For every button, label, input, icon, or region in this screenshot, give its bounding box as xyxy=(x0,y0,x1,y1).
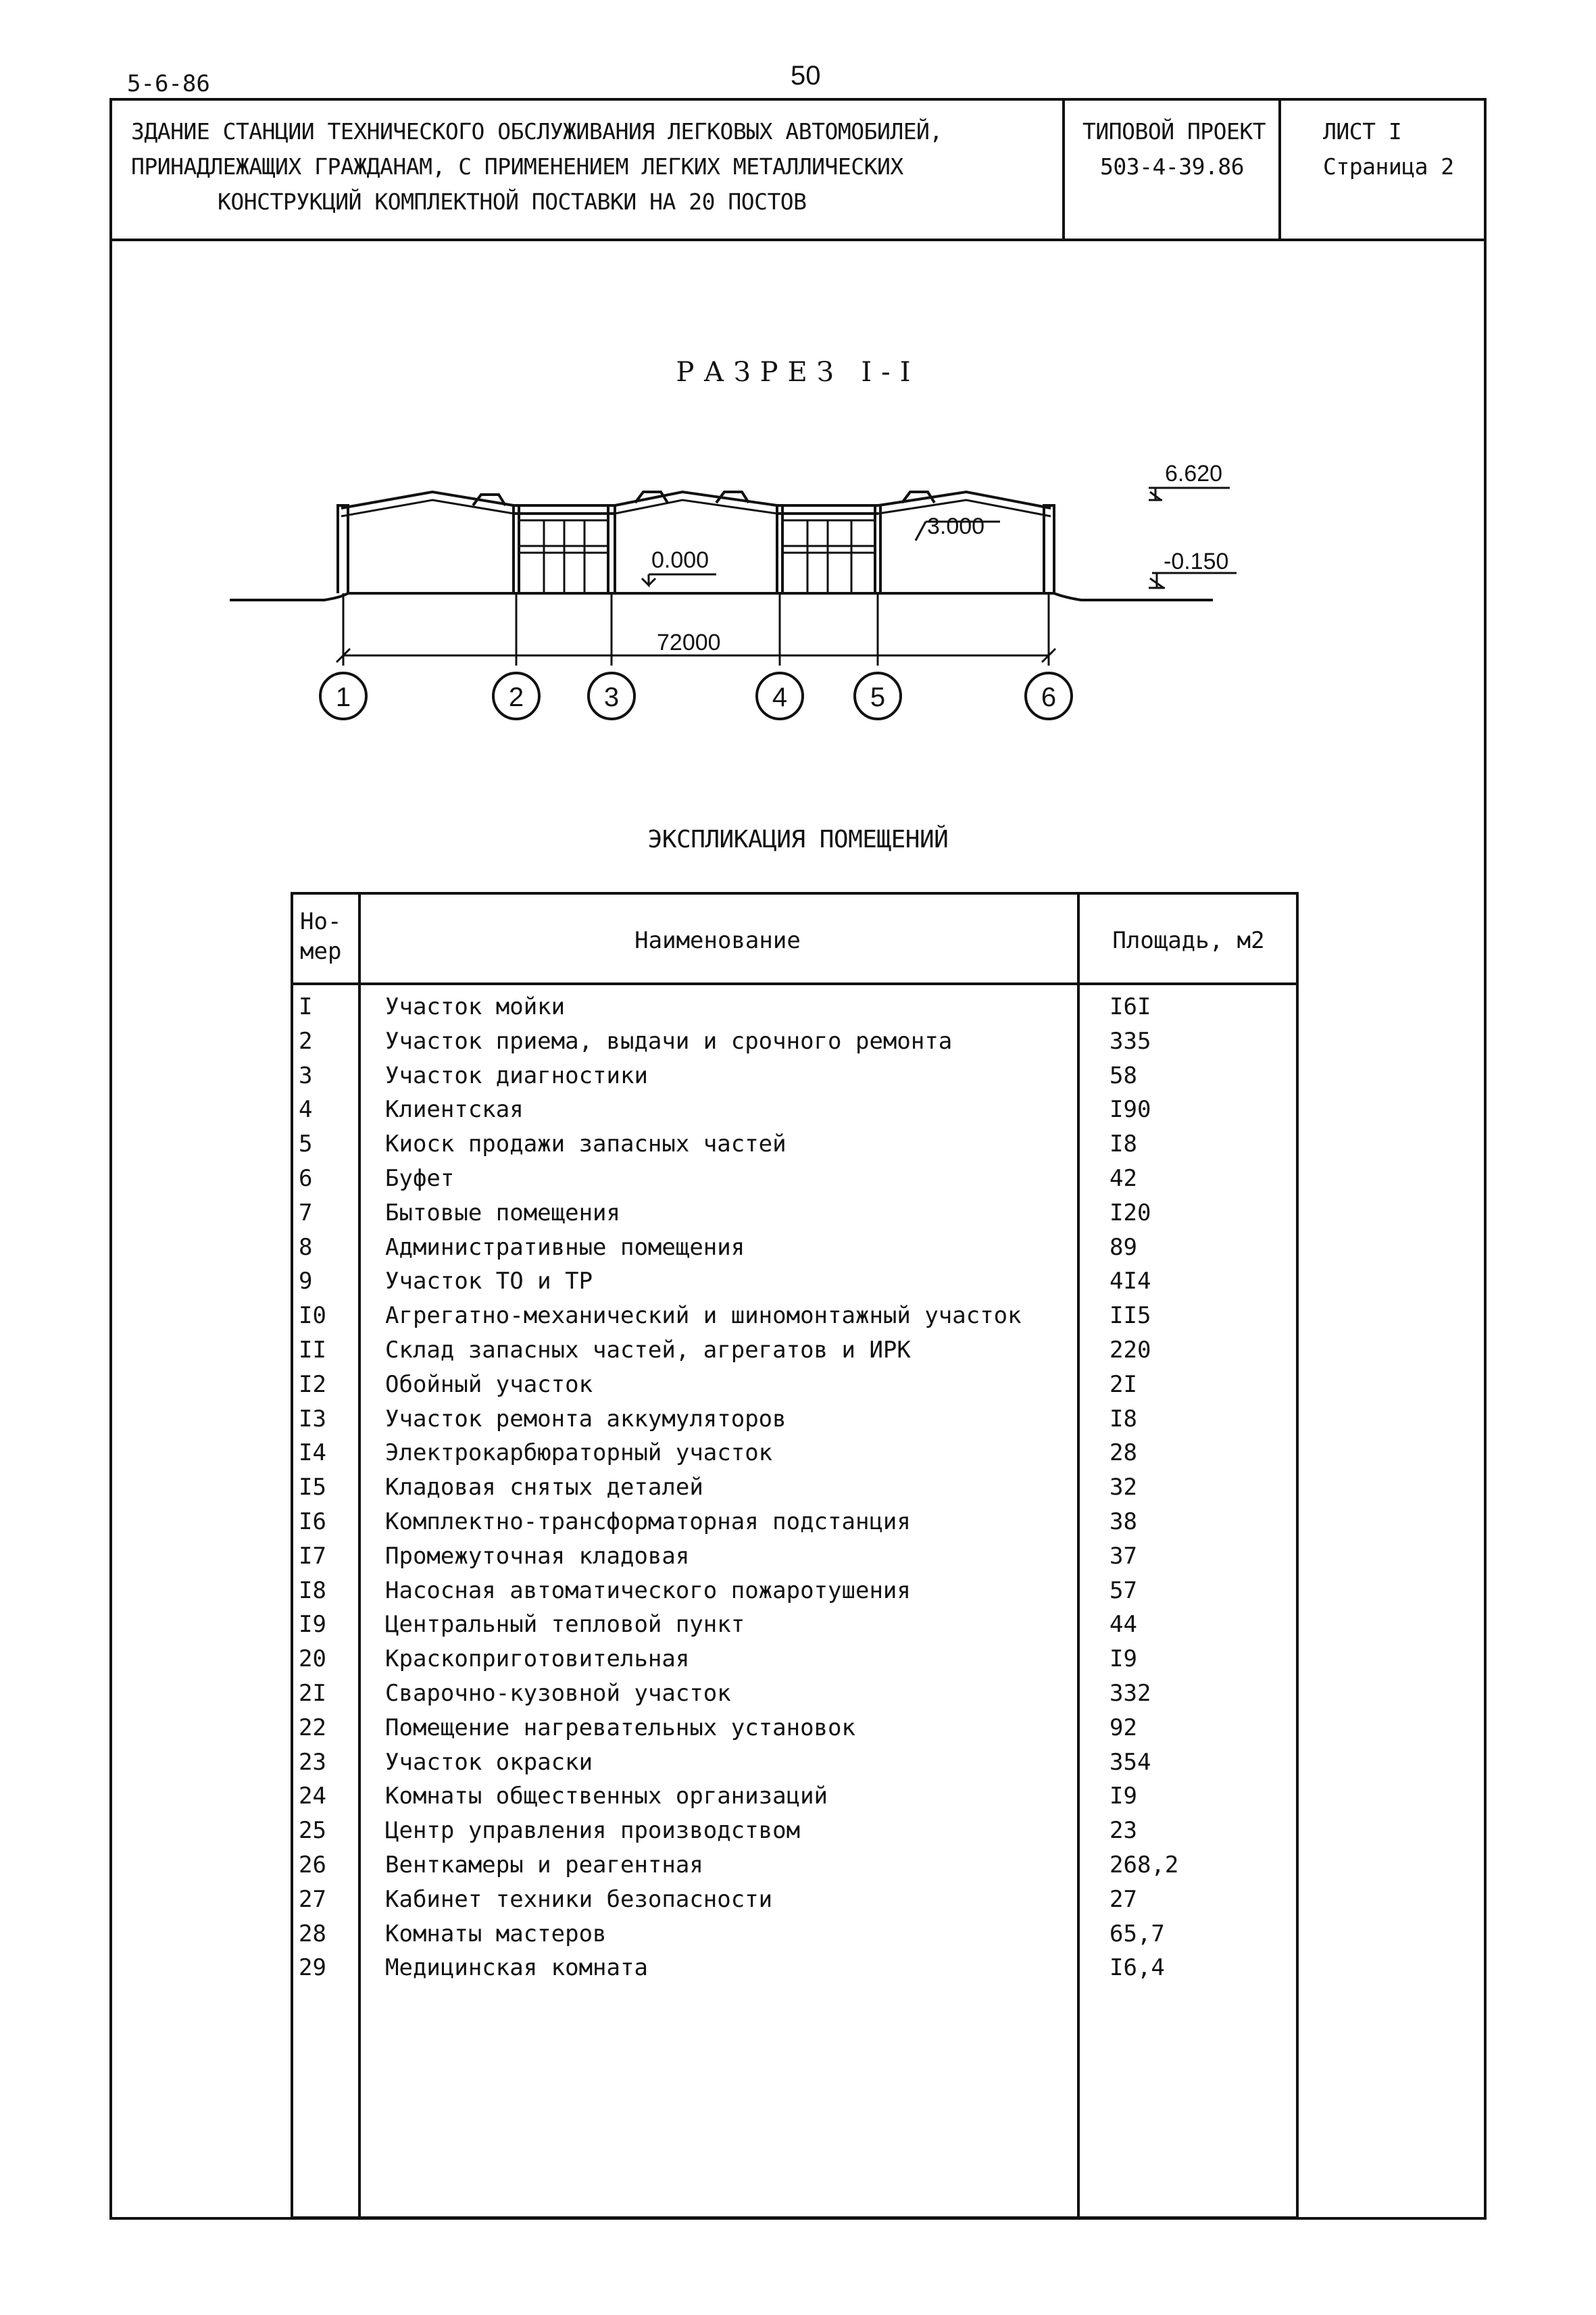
table-row xyxy=(293,1062,1296,1097)
axis-label-3: 3 xyxy=(603,682,620,712)
room-number: 9 xyxy=(299,1268,313,1295)
table-row xyxy=(293,1680,1296,1714)
room-number: I3 xyxy=(299,1405,326,1433)
room-number: I xyxy=(299,993,313,1020)
column-3 xyxy=(608,505,615,593)
room-area: 89 xyxy=(1109,1233,1137,1261)
axis-label-5: 5 xyxy=(870,682,886,712)
column-4 xyxy=(777,505,782,593)
table-row xyxy=(293,1611,1296,1645)
room-name: Комнаты общественных организаций xyxy=(385,1783,828,1810)
room-name: Участок ремонта аккумуляторов xyxy=(385,1405,787,1433)
room-name: Насосная автоматического пожаротушения xyxy=(385,1576,911,1604)
room-area: 92 xyxy=(1109,1714,1137,1741)
header-number-line-1: Но- xyxy=(300,908,342,935)
room-area: 65,7 xyxy=(1109,1920,1165,1947)
overall-dimension-label: 72000 xyxy=(657,630,721,655)
room-number: 26 xyxy=(299,1851,326,1878)
header-divider xyxy=(293,982,1296,985)
room-name: Помещение нагревательных установок xyxy=(385,1714,855,1741)
table-row xyxy=(293,1714,1296,1749)
room-area: 2I xyxy=(1109,1370,1137,1398)
room-name: Административные помещения xyxy=(385,1233,745,1261)
room-area: I20 xyxy=(1109,1199,1151,1226)
room-name: Венткамеры и реагентная xyxy=(385,1851,703,1878)
room-number: 2I xyxy=(299,1680,326,1707)
room-number: I2 xyxy=(299,1370,326,1398)
elevation-ground-label: -0.150 xyxy=(1164,549,1229,574)
room-name: Клиентская xyxy=(385,1096,524,1124)
table-row xyxy=(293,1954,1296,1989)
room-name: Медицинская комната xyxy=(385,1954,648,1982)
explication-table xyxy=(291,892,1299,2219)
table-row xyxy=(293,1749,1296,1783)
gate-bay-2 xyxy=(519,520,608,593)
room-number: 27 xyxy=(299,1885,326,1913)
project-label: ТИПОВОЙ ПРОЕКТ xyxy=(1082,118,1266,145)
room-name: Промежуточная кладовая xyxy=(385,1542,690,1570)
sheet-label: ЛИСТ I xyxy=(1323,118,1402,145)
elevation-mid-label: 3.000 xyxy=(927,514,985,539)
room-number: 23 xyxy=(299,1748,326,1776)
table-row xyxy=(293,1851,1296,1886)
outer-wall-right xyxy=(1044,505,1054,593)
room-name: Участок диагностики xyxy=(385,1062,648,1089)
room-name: Агрегатно-механический и шиномонтажный участок xyxy=(385,1302,1022,1330)
table-row xyxy=(293,1783,1296,1817)
room-area: I6I xyxy=(1109,993,1151,1020)
room-area: 32 xyxy=(1109,1474,1137,1501)
room-number: I9 xyxy=(299,1611,326,1639)
table-row xyxy=(293,1302,1296,1337)
elevation-top-label: 6.620 xyxy=(1165,461,1223,487)
table-row xyxy=(293,1405,1296,1440)
room-number: 4 xyxy=(299,1096,313,1124)
room-area: 23 xyxy=(1109,1817,1137,1845)
room-number: 24 xyxy=(299,1783,326,1810)
room-name: Комплектно-трансформаторная подстанция xyxy=(385,1508,911,1535)
room-number: 28 xyxy=(299,1920,326,1947)
room-name: Сварочно-кузовной участок xyxy=(385,1680,731,1707)
explication-title: ЭКСПЛИКАЦИЯ ПОМЕЩЕНИЙ xyxy=(647,826,949,853)
column-2 xyxy=(514,505,519,593)
header-number-line-2: мер xyxy=(300,938,342,965)
room-name: Обойный участок xyxy=(385,1370,593,1398)
room-area: 27 xyxy=(1109,1885,1137,1913)
room-area: I9 xyxy=(1109,1645,1137,1673)
table-row xyxy=(293,1234,1296,1268)
table-row xyxy=(293,1337,1296,1371)
table-row xyxy=(293,1543,1296,1577)
room-name: Бытовые помещения xyxy=(385,1199,620,1226)
table-row xyxy=(293,1028,1296,1062)
room-name: Кабинет техники безопасности xyxy=(385,1885,773,1913)
room-area: 42 xyxy=(1109,1165,1137,1192)
room-area: 38 xyxy=(1109,1508,1137,1535)
title-line-1: ЗДАНИЕ СТАНЦИИ ТЕХНИЧЕСКОГО ОБСЛУЖИВАНИЯ ЛЕГКОВЫХ АВТОМОБИЛЕЙ, xyxy=(131,118,943,145)
elevation-floor-label: 0.000 xyxy=(651,547,709,573)
room-number: 8 xyxy=(299,1233,313,1261)
room-name: Участок окраски xyxy=(385,1748,593,1776)
room-area: II5 xyxy=(1109,1302,1151,1330)
room-area: I90 xyxy=(1109,1096,1151,1124)
ground-line xyxy=(230,593,1213,600)
room-number: 20 xyxy=(299,1645,326,1673)
table-row xyxy=(293,1817,1296,1851)
outer-wall-left xyxy=(338,505,348,593)
room-name: Краскоприготовительная xyxy=(385,1645,690,1673)
room-area: I6,4 xyxy=(1109,1954,1165,1982)
room-area: 44 xyxy=(1109,1611,1137,1639)
axis-label-6: 6 xyxy=(1041,682,1057,712)
room-number: 3 xyxy=(299,1062,313,1089)
room-name: Участок ТО и ТР xyxy=(385,1268,593,1295)
table-row xyxy=(293,1371,1296,1405)
room-area: 268,2 xyxy=(1109,1851,1179,1878)
room-number: 29 xyxy=(299,1954,326,1982)
table-row xyxy=(293,1199,1296,1234)
page-label: Страница 2 xyxy=(1323,153,1454,180)
elevation-ground-marker xyxy=(1149,573,1237,588)
page-number: 50 xyxy=(791,61,821,91)
section-title: РАЗРЕЗ I-I xyxy=(676,357,920,388)
room-area: 332 xyxy=(1109,1680,1151,1707)
room-area: 220 xyxy=(1109,1337,1151,1364)
header-area: Площадь, м2 xyxy=(1112,927,1265,954)
table-row xyxy=(293,1439,1296,1474)
room-area: 28 xyxy=(1109,1439,1137,1467)
axis-label-1: 1 xyxy=(335,682,351,712)
room-name: Буфет xyxy=(385,1165,455,1192)
elevation-floor-marker xyxy=(642,574,716,585)
room-area: 58 xyxy=(1109,1062,1137,1089)
document-code: 5-6-86 xyxy=(127,70,210,97)
room-name: Кладовая снятых деталей xyxy=(385,1474,703,1501)
room-name: Электрокарбюраторный участок xyxy=(385,1439,773,1467)
table-row xyxy=(293,1474,1296,1508)
room-area: 4I4 xyxy=(1109,1268,1151,1295)
room-area: 354 xyxy=(1109,1748,1151,1776)
room-number: I7 xyxy=(299,1542,326,1570)
room-name: Киоск продажи запасных частей xyxy=(385,1130,787,1158)
room-number: I4 xyxy=(299,1439,326,1467)
room-name: Склад запасных частей, агрегатов и ИРК xyxy=(385,1337,911,1364)
room-name: Центр управления производством xyxy=(385,1817,801,1845)
header-name: Наименование xyxy=(634,927,801,954)
room-area: I8 xyxy=(1109,1130,1137,1158)
elevation-top-marker xyxy=(1149,488,1230,500)
room-number: 25 xyxy=(299,1817,326,1845)
title-line-2: ПРИНАДЛЕЖАЩИХ ГРАЖДАНАМ, С ПРИМЕНЕНИЕМ ЛЕГКИХ МЕТАЛЛИЧЕСКИХ xyxy=(131,153,903,180)
room-name: Участок приема, выдачи и срочного ремонта xyxy=(385,1027,953,1055)
project-number: 503-4-39.86 xyxy=(1100,153,1245,180)
room-area: 335 xyxy=(1109,1027,1151,1055)
room-number: I6 xyxy=(299,1508,326,1535)
room-number: I0 xyxy=(299,1302,326,1330)
room-number: 6 xyxy=(299,1165,313,1192)
table-row xyxy=(293,1165,1296,1199)
room-area: 37 xyxy=(1109,1542,1137,1570)
room-name: Центральный тепловой пункт xyxy=(385,1611,745,1639)
room-name: Участок мойки xyxy=(385,993,566,1020)
roof-bay-4 xyxy=(777,505,878,514)
room-number: 2 xyxy=(299,1027,313,1055)
roof-bay-2 xyxy=(514,505,615,514)
room-area: I8 xyxy=(1109,1405,1137,1433)
room-number: 5 xyxy=(299,1130,313,1158)
room-name: Комнаты мастеров xyxy=(385,1920,607,1947)
table-row xyxy=(293,1096,1296,1130)
room-number: I5 xyxy=(299,1474,326,1501)
room-number: 22 xyxy=(299,1714,326,1741)
axis-label-2: 2 xyxy=(508,682,524,712)
table-row xyxy=(293,1508,1296,1543)
column-5 xyxy=(875,505,880,593)
table-row xyxy=(293,1645,1296,1680)
table-row xyxy=(293,993,1296,1028)
axis-label-4: 4 xyxy=(772,682,788,712)
room-number: II xyxy=(299,1337,326,1364)
room-area: 57 xyxy=(1109,1576,1137,1604)
room-number: 7 xyxy=(299,1199,313,1226)
table-row xyxy=(293,1886,1296,1920)
table-row xyxy=(293,1268,1296,1302)
table-row xyxy=(293,1577,1296,1612)
table-row xyxy=(293,1130,1296,1165)
gate-bay-4 xyxy=(782,520,875,593)
table-row xyxy=(293,1920,1296,1955)
room-area: I9 xyxy=(1109,1783,1137,1810)
building-section-drawing xyxy=(0,0,1596,770)
room-number: I8 xyxy=(299,1576,326,1604)
title-line-3: КОНСТРУКЦИЙ КОМПЛЕКТНОЙ ПОСТАВКИ НА 20 ПОСТОВ xyxy=(218,189,807,215)
